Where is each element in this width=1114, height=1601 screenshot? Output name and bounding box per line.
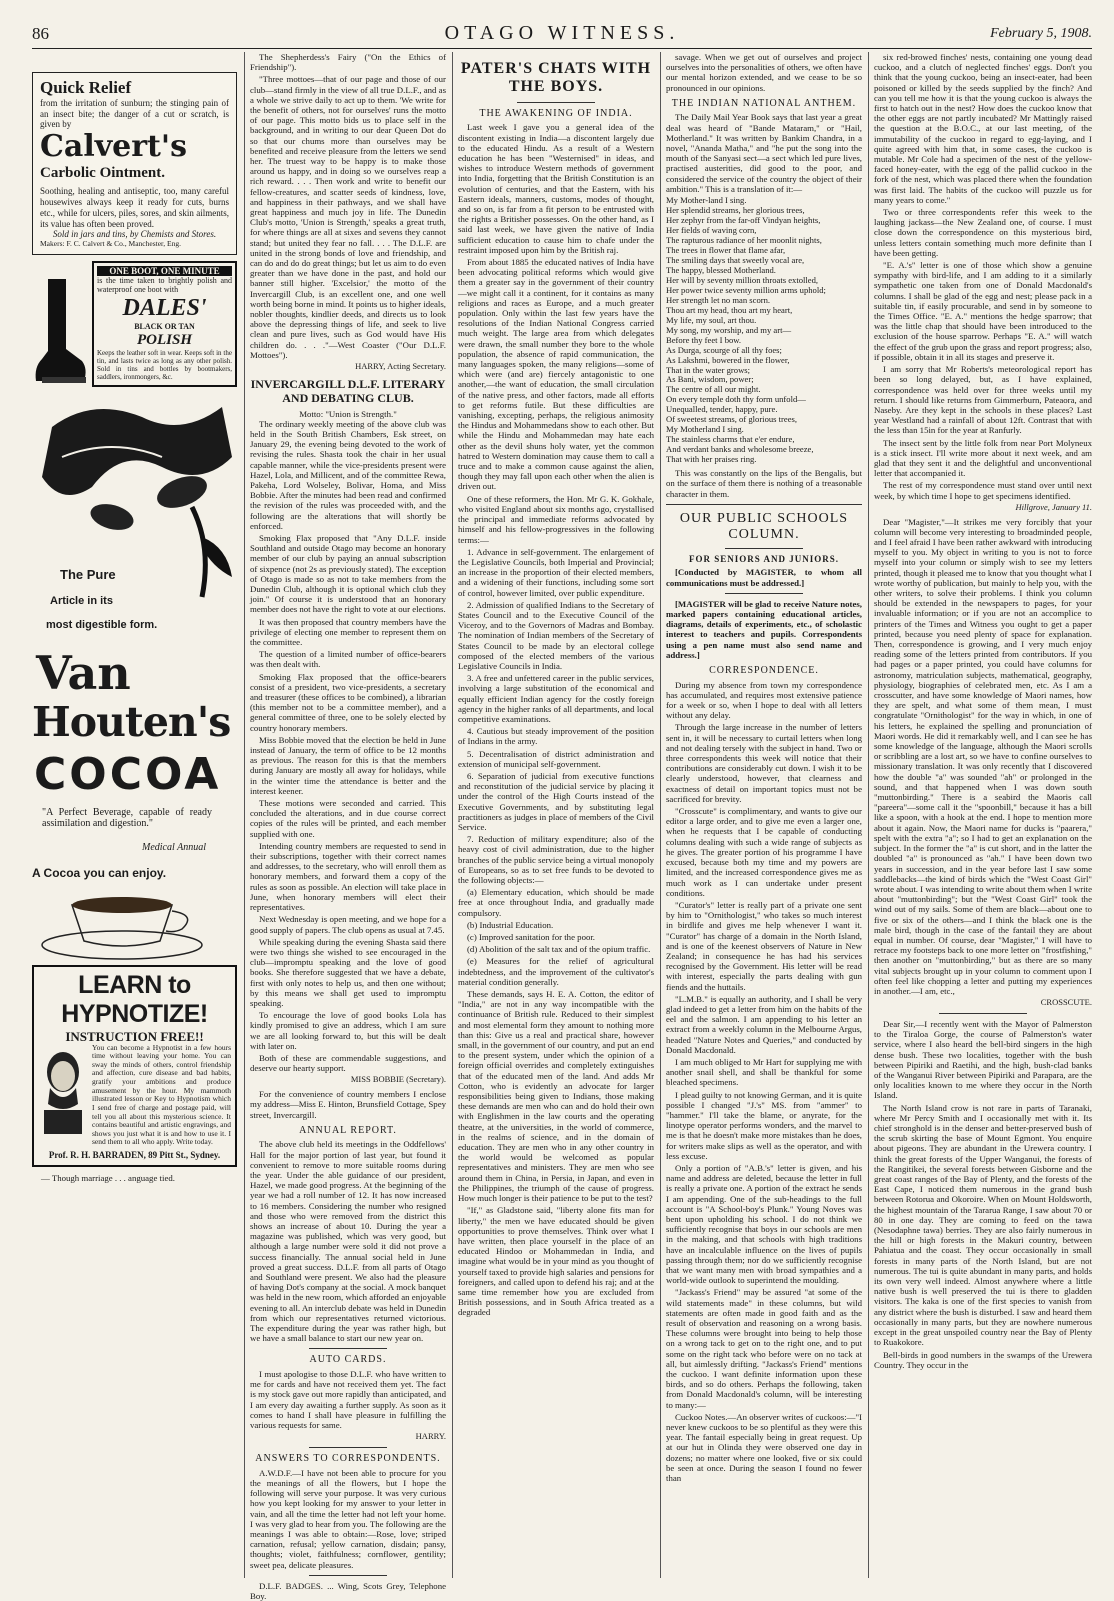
poem-line: The centre of all our might. xyxy=(666,384,761,395)
col4-para: Cuckoo Notes.—An observer writes of cuckoos:—"I never knew cuckoos to be so plentiful as they were this year. The fantail especially being in great request. Up at our hut in Olinda they were observed one day in dozens; no matter where one looked, five or six could be seen at once. During the season I found no fewer than xyxy=(666,1411,862,1484)
column-dlf xyxy=(250,52,446,1601)
dales-line2: Keeps the leather soft in wear. Keeps soft in the tin, and lasts twice as long as any other polish. Sold in tins and bottles by bootmakers, saddlers, ironmongers, &c. xyxy=(97,349,232,382)
schools-column-heading: OUR PUBLIC SCHOOLS COLUMN. xyxy=(679,510,849,542)
col2-para: The above club held its meetings in the Oddfellows' Hall for the major portion of last year, but found it convenient to remove to more suitable rooms during the year. Under the able guidance of our president, Hazel, we made good progress. At the beginning of the year we had a roll number of 12. It has now increased to 16 members. Considering the number who resigned and those who were removed from the district this shows an increase of about 10. During the year a magazine was published, which was very good, but although a large number were sold it did not prove a success financially. The annual social held in June proved a great success. D.L.F. from all parts of Otago and Southland were present. We also had the pleasure of having Dot's company at the social. A mock banquet was held in the new room, which afforded an enjoyable evening to all. An interclub debate was held in Dunedin from which our representatives returned victorious. The expenditure during the year was rather high, but we have a small balance to start our new year on. xyxy=(250,1139,446,1344)
col4-para: "Crosscute" is complimentary, and wants to give our editor a large order, and to give me even a larger one, when he requests that I be capable of conducting columns dealing with such a wide range of subjects as he gives. The greater portion of his programme I have excused, because both my time and my powers are limited, and the increased correspondence gives me as much work as I can undertake under present conditions. xyxy=(666,806,862,898)
col4-para: savage. When we get out of ourselves and project ourselves into the personalities of others, we often have our mental horizon extended, and we cease to be so pronounced in our opinions. xyxy=(666,52,862,93)
vh-pure: The Pure xyxy=(60,566,116,582)
col2-top-1: "Three mottoes—that of our page and those of our club—stand firmly in the view of all true D.L.F., and as a whole we strive daily to act up to them. 'We write for the benefit of others, not for ourselves' runs the motto of our page. This motto bids us to place self in the background, and in writing to our dear Queen Dot do so that our chums more than ourselves may be benefited and receive pleasure from the letters we send her. The truest way to be happy is to make those around us happy, and in doing so we ourselves reap a rich reward. . . . Then work and write to benefit our fellow-creatures, and scatter seeds of kindness, love, and happiness in their pathways, and we shall have great happiness and much joy in life. The Dunedin Club's motto, 'Union is Strength,' speaks a great truth, for where things are all at sixes and sevens they cannot stand; but united they fear no fall. . . . The D.L.F. are united in the strong bonds of love and friendship, and can do and do do great things; but let us aim to do even greater than we have done in the past, and hold our banner still higher. 'Excelsior,' the motto of the Invercargill Club, is an excellent one, and one well worth being borne in mind. It points us to higher ideals, nobler thoughts, kindlier deeds, and directs us to look above the depressing things of life, and seek to live clean and pure lives, such as God would have His children do. . . ."—West Coaster ("Our D.L.F. Mottoes"). xyxy=(250,74,446,360)
dales-polish-advert xyxy=(32,261,237,387)
poem-line: The stainless charms that e'er endure, xyxy=(666,434,795,445)
poem-line: The happy, blessed Motherland. xyxy=(666,264,776,275)
col2-para: Intending country members are requested to send in their subscriptions, together with their correct names and addresses, to the secretary, who will enroll them as honorary members, and forward them a copy of the rules as soon as possible. An election will take place in June, when honorary members will elect their representatives. xyxy=(250,840,446,913)
hyp-sub: INSTRUCTION FREE!! xyxy=(65,1028,204,1044)
vh-digestible: most digestible form. xyxy=(46,618,158,631)
col2-para: The question of a limited number of office-bearers was then dealt with. xyxy=(250,649,446,670)
col5-para: Two or three correspondents refer this week to the laughing jackass—the New Zealand one, of course. I must close down the correspondence on this mysterious bird, unless letters contain something much more definite than I have been getting. xyxy=(874,207,1092,258)
col2-para: These motions were seconded and carried. This concluded the alterations, and in due course correct copies of the rules will be printed, and each member supplied with one. xyxy=(250,798,446,839)
column-rule xyxy=(660,52,661,1578)
vh-slogan: A Cocoa you can enjoy. xyxy=(32,865,167,880)
hyp-heading: LEARN to HYPNOTIZE! xyxy=(61,970,208,1028)
col4-para: "Curator's" letter is really part of a private one sent by him to "Ornithologist," who takes so much interest in birdlife and gives me help whenever I want it. "Curator" has charge of a domain in the North Island, and is one of the keenest observers of Nature in New Zealand; in consequence he has had his services recognised by the Government. His letter will be read with interest, especially the parts dealing with gun fiends and the huttails. xyxy=(666,899,862,992)
club-motto: Motto: "Union is Strength." xyxy=(299,408,397,419)
paters-chats-title: PATER'S CHATS WITH THE BOYS. xyxy=(460,60,652,96)
divider xyxy=(309,1348,387,1349)
poem-line: The rapturous radiance of her moonlit nights, xyxy=(666,234,822,245)
page-number: 86 xyxy=(32,24,49,43)
vh-van: Van xyxy=(36,645,131,700)
vh-houtens: Houten's xyxy=(32,697,231,746)
ad-heading: Quick Relief xyxy=(40,78,132,97)
poem-line: That with her praises ring. xyxy=(666,454,757,465)
poem-line: As Lakshmi, bowered in the flower, xyxy=(666,354,790,365)
column-paters-chats xyxy=(458,52,654,1578)
newspaper-title: OTAGO WITNESS. xyxy=(444,22,680,44)
poem-line: Her zephyr from the far-off Vindyan heights, xyxy=(666,214,821,225)
col2-para: While speaking during the evening Shasta said there were two things she wished to see encouraged in the club—impromptu speaking and the love of good books. She therefore suggested that we have a debate, first with only notes to help us, and then one without; by this means we shall get used to impromptu speaking. xyxy=(250,936,446,1008)
col3-para: 6. Separation of judicial from executive functions and reconstitution of the judicial service by placing it under the control of the High Courts instead of the Executive Governments, and by substituting legal practitioners as judges in place of members of the Civil Service. xyxy=(458,770,654,832)
vh-article: Article in its xyxy=(50,594,113,607)
poem-line: Of sweetest streams, of glorious trees, xyxy=(666,414,798,425)
divider xyxy=(725,593,803,594)
conducted-note: [Conducted by MAGISTER, to whom all communications must be addressed.] xyxy=(666,567,862,588)
seniors-juniors-heading: FOR SENIORS AND JUNIORS. xyxy=(688,553,840,564)
vh-cocoa: COCOA xyxy=(34,748,222,800)
col2-footer: D.L.F. BADGES. ... Wing, Scots Grey, Telephone Boy. xyxy=(250,1580,446,1601)
col5-para: The rest of my correspondence must stand over until next week, by which time I hope to get specimens identified. xyxy=(874,480,1092,501)
col5-para: "E. A.'s" letter is one of those which show a genuine sympathy with bird-life, and I am adding to it a similarly sympathetic one taken from one of Donald Macdonald's columns. I shall be glad of the egg and nest; please pack in a suitable tin, if easily procurable, and send in by someone to the Times Office. "E. A." mentions the hedge sparrow; that was the little chap that should have been introduced to the exclusion of the house sparrow. Perhaps "E. A." will watch the effect of the grub upon the grass and report progress; also, if possible, obtain it in all its stages and preserve it. xyxy=(874,260,1092,362)
poem-line: Before thy feet I bow. xyxy=(666,334,742,345)
crosscute-signature: CROSSCUTE. xyxy=(1040,997,1092,1008)
poem-line: On every temple doth thy form unfold— xyxy=(666,394,806,405)
poem-line: My Mother-land I sing. xyxy=(666,195,747,206)
col3-para: (a) Elementary education, which should be made free at once throughout India, and gradually made compulsory. xyxy=(458,887,654,918)
boot-icon xyxy=(32,277,88,387)
poem-line: As Bani, wisdom, power; xyxy=(666,374,754,385)
poem-line: Her power twice seventy million arms uphold; xyxy=(666,284,826,295)
col2-para: Next Wednesday is open meeting, and we hope for a good supply of papers. The club opens as usual at 7.45. xyxy=(250,914,446,935)
column-rule xyxy=(868,52,869,1578)
poem-line: My song, my worship, and my art— xyxy=(666,324,792,335)
col2-para: I must apologise to those D.L.F. who have written to me for cards and have not received them yet. The fact is my stock gave out more rapidly than anticipated, and I am every day awaiting a further supply. As soon as it comes to hand I shall have pleasure in fulfilling the various requests for same. xyxy=(250,1369,446,1431)
column-advertisements xyxy=(32,52,237,1578)
col4-para: "L.M.B." is equally an authority, and I shall be very glad indeed to get a letter from him on the habits of the eel and the salmon. I am appending to his letter an extract from a weekly column in the Melbourne Argus, headed "Nature Notes and Queries," and conducted by Donald Macdonald. xyxy=(666,993,862,1055)
col2-top-signature: HARRY, Acting Secretary. xyxy=(355,361,446,372)
cocoa-plant-illustration xyxy=(32,397,237,627)
auto-cards-heading: AUTO CARDS. xyxy=(309,1354,387,1366)
col3-para: 4. Cautious but steady improvement of the position of Indians in the army. xyxy=(458,726,654,747)
portrait-illustration xyxy=(38,1044,88,1134)
poem-line: Her will by seventy million throats extolled, xyxy=(666,274,819,285)
column-anthem-schools xyxy=(666,52,862,1578)
col3-para: "If," as Gladstone said, "liberty alone fits man for liberty," the men we have educated should be given opportunities to prove themselves. Think over what I have written, then place yourself in the place of an educated Hindoo or Mohammedan in India, and imagine what would be in your mind as you thought of yourself taxed to provide high salaries and pensions for foreigners, and called upon to defend his raj; and at the same time remember how you are excluded from British possessions, and in South Africa treated as a degraded xyxy=(458,1205,654,1318)
col3-para: 2. Admission of qualified Indians to the Secretary of States Council and to the Executive Council of the Viceroy, and to the Governors of Madras and Bombay. The nomination of Indian members of the Secretary of States Council to be made by an electoral college composed of the elected members of the various Legislative Councils in India. xyxy=(458,599,654,671)
col5-para: I am sorry that Mr Roberts's meteorological report has been so long delayed, but, as I have explained, correspondence was held over for three weeks until my return. I should like returns from Gimmerburn, Pateaora, and Naseby. Are they kept in the schools in these places? Last year Westland had a rainfall of about 12ft. Contrast that with the less than 15in for the year at Ranfurly. xyxy=(874,364,1092,436)
poem-line: Her fields of waving corn, xyxy=(666,224,757,235)
col2-para: Miss Bobbie moved that the election be held in June instead of January, the term of office to be 12 months as previous. The reason for this is that the members during January are mostly all away for holidays, while in the winter time the attendance is better and the interest keener. xyxy=(250,734,446,796)
ad-sold: Sold in jars and tins, by Chemists and Stores. xyxy=(52,229,217,240)
masthead xyxy=(32,22,1092,49)
vh-beverage: "A Perfect Beverage, capable of ready assimilation and digestion." xyxy=(42,806,212,830)
dales-polish: POLISH xyxy=(136,331,192,348)
col3-para: (b) Industrial Education. xyxy=(467,919,554,930)
hyp-body: You can become a Hypnotist in a few hours time without leaving your home. You can sway the minds of others, control friendship and affection, cure disease and bad habits, gratify your ambitions and produce amusement by the hour. My mammoth illustrated lesson or Key to Hypnotism which I send free of charge and postage paid, will tell you all about this mysterious science. It contains beautiful and artistic engravings, and shows you just what it is and how to use it. I send them to all who apply. Write today. xyxy=(92,1042,231,1147)
col3-para: From about 1885 the educated natives of India have been advocating political reforms which would give them a greater say in the government of their country—we might call it a continent, for it contains as many religions and races as Europe, and a much greater population. Only within the last few years have the resolutions of the Indian National Congress carried much weight. The large area from which delegates were drawn, the small number they bore to the whole population, the absence of rapid communication, the many languages spoken, the many religions—some of which were (and are) fiercely antagonistic to one another,—the want of education, the small circulation of the native press, and other factors, made all efforts to get reforms futile. But these difficulties are vanishing, excepting, perhaps, the religious animosity the Hindus and Mohammedans show to each other. But while the Hindu and Mohammedan may hate each other as the devil shuns holy water, yet the common hatred to Western domination may cause them to call a truce and to make a common cause against the alien, though they may fall upon each other when the alien is driven out. xyxy=(458,257,654,492)
invercargill-club-heading: INVERCARGILL D.L.F. LITERARY AND DEBATING CLUB. xyxy=(250,376,446,405)
nature-notice: [MAGISTER will be glad to receive Nature notes, marked papers containing educational articles, diagrams, details of experiments, etc., of scholastic interest to teachers and pupils. Correspondents using a pen name must also send name and address.] xyxy=(666,598,862,660)
dales-top: ONE BOOT, ONE MINUTE xyxy=(97,266,232,276)
col4-para: Only a portion of "A.B.'s" letter is given, and his name and address are deleted, because the letter in full is really a private one. A portion of the extract he sends I am appending. One of the sub-headings to the full account is "A School-boy's Plunk." Young Noves was bent upon upholding his school. I do not think we sufficiently recognise that boys in our schools are men in the making, and that schools with high traditions have an incalculable influence on the lives of pupils passing through them; nor do we sufficiently recognise that we want many men with broad sympathies and a world-wide outlook to superintend the moulding. xyxy=(666,1162,862,1286)
van-houtens-advert xyxy=(32,397,237,957)
column-correspondence xyxy=(874,52,1092,1578)
correspondence-heading: CORRESPONDENCE. xyxy=(709,665,819,677)
col5-para: Bell-birds in good numbers in the swamps of the Urewera Country. They occur in the xyxy=(874,1349,1092,1370)
poem-line: The smiling days that sweetly vocal are, xyxy=(666,254,805,265)
col5-para: The North Island crow is not rare in parts of Taranaki, where Mr Percy Smith and I occasionally met with it. Its chief stronghold is in the denser and better-preserved bush of the scrub skirting the base of Mount Egmont. You enquire about pigeons. They are abundant in the Urewera country. I think the great forests of the Upper Wanganui, the forests of the Rangitikei, the several forests between Gisborne and the great coast ranges of the Bay of Plenty, and the forests of the East Cape, I noticed them numerous in the grand bush between Rotorua and Okoroire. When on Mount Holdsworth, the highest mountain of the Tararua Range, I saw about 70 or 80 in one day. They are coming to feed on the tawa (Nesodaphne tawa) berries. They are also fairly numerous in the hill or high forests in the Makuri country, between Pahiatua and the coast. They occur occasionally in small forests in many parts of the North Island, but are not numerous. The tui is quite abundant in many parts, and holds its own very well indeed. Almost anywhere where a little native bush is well preserved the tui is there to gladden visitors. The kaka is one of the first species to vanish from any district where the bush is disturbed. I saw and heard them occasionally in many parts, but they are nowhere numerous except in the great unspoiled country near the Bay of Plenty to Ruakokore. xyxy=(874,1102,1092,1348)
col4-para: During my absence from town my correspondence has accumulated, and requires most extensive patience for a week or so, when I hope to deal with all letters without any delay. xyxy=(666,679,862,721)
ad-body: Soothing, healing and antiseptic, too, many careful housewives always keep it ready for cuts, burns etc., while for ulcers, piles, sores, and skin ailments, its value has often been proved. xyxy=(40,186,229,229)
ad-brand: Calvert's xyxy=(40,129,187,165)
poem-line: My life, my soul, art thou. xyxy=(666,314,757,325)
divider xyxy=(517,102,595,103)
col4-para: Through the large increase in the number of letters sent in, it will be necessary to curtail letters when long and not dealing tersely with the subject in hand. Two or three correspondents this week will notice that their contributions are considerably cut down. I wish it to be clearly understood, however, that clearness and exactness of detail on important topics must not be sacrificed for brevity. xyxy=(666,722,862,804)
column-rule xyxy=(244,52,245,1578)
col2-top-0: The Shepherdess's Fairy ("On the Ethics of Friendship"). xyxy=(250,52,446,73)
col2-para: It was then proposed that country members have the privilege of electing one member to represent them on the committee. xyxy=(250,616,446,648)
col3-para: 3. A free and unfettered career in the public services, involving a large substitution of the economical and equally efficient Indian agency for the costly foreign agency in the higher ranks of all departments, and local competitive examinations. xyxy=(458,673,654,724)
col5-para: six red-browed finches' nests, containing one young dead cuckoo, and a clutch of neglected finches' eggs. Don't you think that the young cuckoo, being an insect-eater, had been poisoned or killed by the seeds supplied by the finch? And can you tell me how it is that the young cuckoo is always the first to hatch out in the nest? How does the cuckoo know that the other eggs are not partly incubated? Mr Mattingly raised the question at the B.O.C., at our last meeting, of the immutability of the cuckoo in regard to egg-laying, and I quite agreed with him that, in some cases, the cuckoo is mutable. Mr Cole had a specimen of the nest of the yellow-faced honey-eater, with the egg of the pallid cuckoo in the fork of the nest, which was placed there when the foundation was first laid. The habits of the cuckoo will puzzle us for many years to come." xyxy=(874,52,1092,205)
ad-makers: Makers: F. C. Calvert & Co., Manchester, Eng. xyxy=(40,238,181,248)
col3-para: Last week I gave you a general idea of the discontent existing in India—a discontent largely due to the educated Hindu. As a result of a Western education he has been "Westernised" in ideas, and wishes to introduce Western methods of government into India, forgetting that the British Constitution is an evolution of centuries, and that the Eastern, with his Eastern ideals, manners, customs, modes of thought, and so on, is far from a fit person to be entrusted with the rights a Britisher possesses. On the other hand, as I said last week, we have given the native of India sufficient education to cause him to chafe under the restraint imposed upon him by the British raj. xyxy=(458,122,654,255)
col3-para: 1. Advance in self-government. The enlargement of the Legislative Councils, both Imperial and Provincial; an increase in the proportion of their elected members, and a widening of their functions, including some sort of control, however limited, over public expenditure. xyxy=(458,546,654,598)
divider xyxy=(725,548,803,549)
ad-product: Carbolic Ointment. xyxy=(40,164,165,181)
col2-para: Smoking Flax proposed that "Any D.L.F. inside Southland and outside Otago may become an honorary member of our club by paying an annual subscription of sixpence (not 2s as previously stated). The exception of Otago is made so as not to take members from the Dunedin Club, although it is optional which club they join." Of course it is understood that an honorary member does not have the right to vote at our elections. xyxy=(250,532,446,615)
divider xyxy=(939,1013,1026,1014)
col2-para: The ordinary weekly meeting of the above club was held in the South British Chambers, Esk street, on January 29, the evening being devoted to the work of revising the rules. Shasta took the chair in her usual capable manner, while the vice-presidents present were Hazel, Lola, and Millicent, and of the committee Rewa, Pakeha, Lord Wolseley, Bolivar, Homa, and Miss Bobbie. After the minutes had been read and confirmed the revision of the rules was proceeded with, and the following are the alterations that will shortly be enforced. xyxy=(250,418,446,531)
hypnotize-advert xyxy=(32,965,237,1167)
answers-heading: ANSWERS TO CORRESPONDENTS. xyxy=(255,1453,441,1465)
col4-para: I plead guilty to not knowing German, and it is quite possible I changed "J.'s" MS. from "ammer" to "hammer." I'll take the blame, or anyrate, for the linotype operator performs wonders, and the marvel to me is that he doesn't make more mistakes than he does, for writers make slips as well as the operator, and with less excuse. xyxy=(666,1089,862,1161)
awakening-heading: THE AWAKENING OF INDIA. xyxy=(479,107,633,119)
col5-para: The insect sent by the little folk from near Port Molyneux is a stick insect. I'll write more about it next week, and am glad that they sent it and the delightful and unconventional letter that accompanied it. xyxy=(874,437,1092,479)
col1-footer: — Though marriage . . . anguage tied. xyxy=(41,1172,175,1183)
col3-para: 7. Reduction of military expenditure; also of the heavy cost of civil administration, due to the higher branches of the public service being a virtual monopoly of Europeans, so as to set free funds to be devoted to the following objects:— xyxy=(458,834,654,885)
poem-line: Thou art my head, thou art my heart, xyxy=(666,304,793,315)
letter-place-date: Hillgrove, January 11. xyxy=(1015,501,1092,512)
calverts-advert xyxy=(32,72,237,255)
col2-address: For the convenience of country members I enclose my address—Miss E. Hinton, Brunsfield Cottage, Spey street, Invercargill. xyxy=(250,1089,446,1120)
cocoa-cup-illustration xyxy=(32,885,237,965)
issue-date: February 5, 1908. xyxy=(990,26,1092,41)
dales-sub: BLACK OR TAN xyxy=(134,322,195,332)
poem-line: As Durga, scourge of all thy foes; xyxy=(666,344,782,355)
col2-para: Smoking Flax proposed that the office-bearers consist of a president, two vice-presidents, a secretary and treasurer (these offices to be combined), a librarian (this member not to be a committee member), and a general committee of three, one to be solely elected by country honorary members. xyxy=(250,671,446,733)
dales-box xyxy=(92,261,237,387)
col3-para: (e) Measures for the relief of agricultural indebtedness, and the improvement of the cultivator's material condition generally. xyxy=(458,956,654,987)
anthem-heading: THE INDIAN NATIONAL ANTHEM. xyxy=(671,97,857,109)
col4-para: The Daily Mail Year Book says that last year a great deal was heard of "Bande Mataram," or "Hail, Motherland." It was written by Bankim Chandra, in a novel, "Ananda Matha," and "he put the song into the mouth of the Sanyasi sect—a sect which led pure lives, practised austerities, did good to the poor, and considered the service of the country the object of their ambition." This is a translation of it:— xyxy=(666,112,862,194)
vh-source: Medical Annual xyxy=(142,841,206,853)
dales-line1: is the time taken to brightly polish and waterproof one boot with xyxy=(97,276,232,295)
harry-signature: HARRY. xyxy=(415,1431,446,1442)
col5-para: Dear Sir,—I recently went with the Mayor of Palmerston to the Tiraloa Gorge, the course of Palmerston's water service, where I also heard the bell-bird singers in the high dense bush. These two localities, together with the bush between Pipiriki and Raetihi, and the high, bush-clad banks of the Wanganui River between Pipiriki and Parapara, are the only localities known to me where they occur in the North Island. xyxy=(874,1019,1092,1101)
poem-line: The trees in flower that flame afar, xyxy=(666,244,786,255)
poem-line: Her splendid streams, her glorious trees, xyxy=(666,205,805,215)
ad-intro: from the irritation of sunburn; the stinging pain of an insect bite; the danger of a cut or scratch, is given by xyxy=(40,97,229,130)
hyp-address: Prof. R. H. BARRADEN, 89 Pitt St., Sydney. xyxy=(48,1150,221,1161)
annual-report-heading: ANNUAL REPORT. xyxy=(299,1124,397,1136)
col2-para: Both of these are commendable suggestions, and deserve our hearty support. xyxy=(250,1052,446,1074)
dales-name: DALES' xyxy=(122,294,207,321)
column-rule xyxy=(452,52,453,1578)
col3-para: These demands, says H. E. A. Cotton, the editor of "India," are not in any way incompatible with the continuance of British rule. Reduced to their simplest and most elemental form they amount to nothing more than this: Give us a real and practical share, however small, in the government of our country, and put an end to the present system, under which the opinion of a foreign official overrides and completely extinguishes that of the educated men of the land. And adds Mr Cotton, who is evidently an advocate for larger responsibilities being given to Indians, those making these demands are men who can and do hold their own with Englishmen in the law courts and the operating theatre, at the universities, in the world of commerce, in the realms of science, and in the domain of education. They are men who in any other country in the world would be welcomed as popular representatives and ministers. They are men who see around them in China, in Persia, in Japan, and even in the Philippines, the triumph of the cause of progress. How much longer is their patience to be put to the test? xyxy=(458,989,654,1204)
secretary-signature: MISS BOBBIE (Secretary). xyxy=(350,1074,446,1085)
col3-para: (d) Abolition of the salt tax and of the opium traffic. xyxy=(467,944,651,955)
poem-line: And verdant banks and wholesome breeze, xyxy=(666,444,814,455)
poem-line: My Motherland I sing. xyxy=(666,424,744,435)
divider xyxy=(666,504,862,505)
col3-para: 5. Decentralisation of district administration and extension of municipal self-government. xyxy=(458,748,654,769)
divider xyxy=(309,1575,387,1576)
poem-line: That in the water grows; xyxy=(666,364,751,375)
col5-para: Dear "Magister,"—It strikes me very forcibly that your column will become very interesting to broadminded people, and I feel afraid I have been rather awkward with introducing myself to you. My object in writing to you is not to force myself into your column or simply wish to see my letters printed, though it pleased me to know that you thought what I wrote worthy of publication, but mainly to help you, with the other writers, to solve their problems. I think you column should be extended in the newspapers to pages, for your invaluable information; or if you are not an accomplice to printers of the Times and Witness you ought to get a paper printed, because you need plenty of space for explanation. Then, correspondence is growing, and I very much enjoy reading some of the letters printed from contributors. If you had pages or a paper printed, you could have columns for astronomy, matriculation subjects, mathematical, geography, physiology, biographies of celebrated men, etc. As I am a crosscutter, and have some knowledge of Maori names, how they are spelt, and what some of them mean, I must congratulate "Ornithologist" for the way in which, in one of his letters, he explained the spelling and pronunciation of Maori words. He did it remarkably well, and I can see he has some knowledge of the language, although the Maori scrolls or scribbling are a lost art, so we have to confine ourselves to missionary translation. It was only recently that I discovered how the double "a" was sounded "ah" or prolonged in the sound, and that happened when I was down south "muttonbirding." There is a seabird the Maoris call "pareera"—some call it the "spoonbill," because it has a bill like a spoon, with a hook at the end. I hope to mention more about it again. Now, the Maori name for ducks is "paarera," spelt with the extra "a"; so I had to get an explanation on the subject. In the former the "a" is cut short, and in the latter the doubled "a" is pronounced as "ah." I have been down two years in succession, and in the year before last I saw some saddlebacks—the kind of birds which the "West Coast Girl" wrote about. I was intending to write about them when I write about "muttonbirding"; but the "West Coast Girl" took the wind out of my sails. Some of them are black—about one to five or six of the others—and I think the black one is the male bird, though in the case of the fantail they are about equal in number. Of course, dear "Magister," I will have to retrace my footsteps back to one more letter on "frostfishing," then another on "muttonbirding," but as there are so many vital subjects brought up in your column to comment upon I often feel like chopping a letter and putting my experiences in another.—I am, etc., xyxy=(874,516,1092,996)
col3-para: (c) Improved sanitation for the poor. xyxy=(467,932,596,943)
divider xyxy=(309,1447,387,1448)
col2-para: A.W.D.F.—I have not been able to procure for you the meanings of all the flowers, but I hope the following will serve your purpose. It was very curious how you kept looking for my answer to your letter in vain, and all the time the letter had not left your home. I was very glad to hear from you. The following are the meanings I was able to obtain:—Rose, love; striped carnation, refusal; yellow carnation, disdain; pansy, thoughts; violet, faithfulness; cornflower, gentility; sweet pea, delicate pleasures. xyxy=(250,1467,446,1570)
col2-para: To encourage the love of good books Lola has kindly promised to give an address, which I am sure we are all looking forward to, but this will be dealt with later on. xyxy=(250,1010,446,1051)
poem-line: Her strength let no man scorn. xyxy=(666,294,771,305)
poem-line: Unequalled, tender, happy, pure. xyxy=(666,404,778,415)
col4-para: This was constantly on the lips of the Bengalis, but on the surface of them there is nothing of a treasonable character in them. xyxy=(666,468,862,499)
col4-para: I am much obliged to Mr Hart for supplying me with another snail shell, and shall be thankful for some bleached specimens. xyxy=(666,1056,862,1088)
anthem-poem xyxy=(666,196,862,465)
col4-para: "Jackass's Friend" may be assured "at some of the wild statements made" in these columns, but wild statements are often made in good faith and as the result of observation and reasoning on a wrong basis. These columns were brought into being to help those on a wrong tack to get on to the right one, and to put some on the right tack who before were on no tack at all, but aimlessly drifting. "Jackass's Friend" mentions the cuckoo. I want definite information upon these birds, and so do others. Perhaps the following, taken from Donald Macdonald's column, will be interesting to many:— xyxy=(666,1287,862,1410)
col3-para: One of these reformers, the Hon. Mr G. K. Gokhale, who visited England about six months ago, crystallised the principal and immediate reforms advocated by himself and his fellow-progressives in the following terms:— xyxy=(458,493,654,545)
